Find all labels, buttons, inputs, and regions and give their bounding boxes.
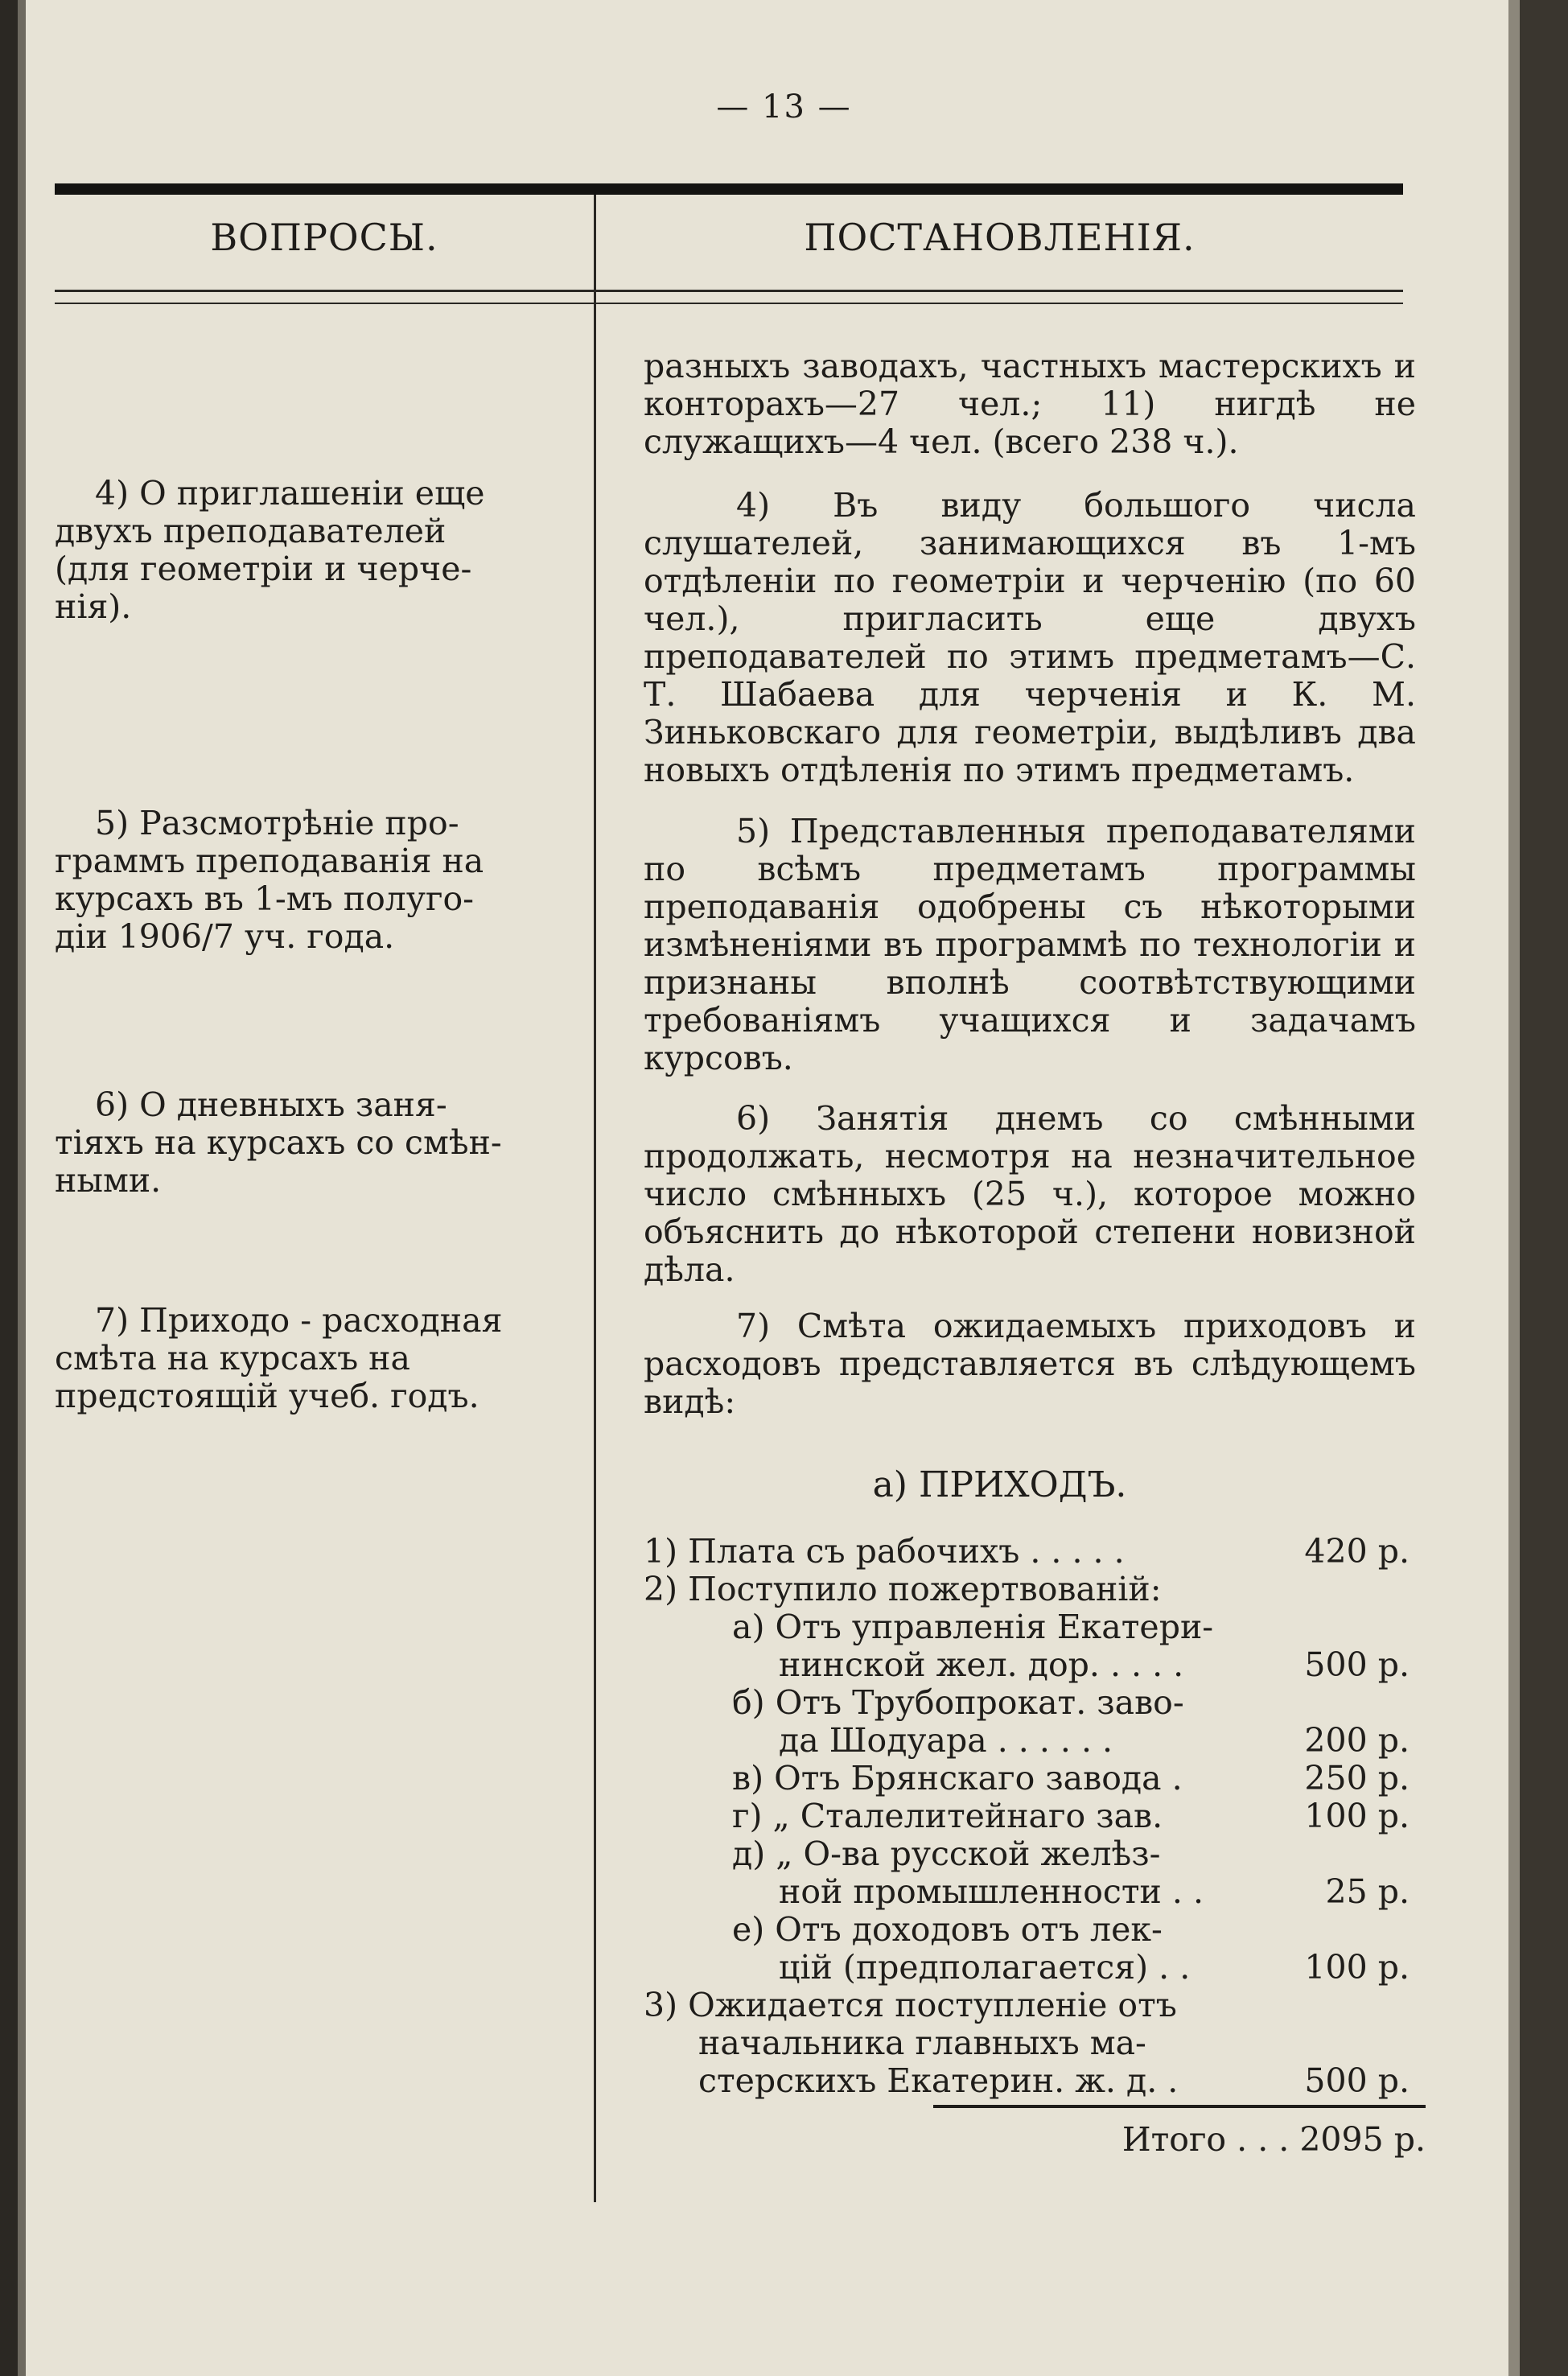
question-line: діи 1906/7 уч. года. (55, 917, 395, 956)
income-row (644, 2024, 1424, 2062)
income-row-label: а) Отъ управленія Екатери- (732, 1608, 1214, 1646)
resolution-item-4 (644, 487, 1416, 789)
income-row (644, 1987, 1424, 2024)
header-bottom-rule (55, 290, 1403, 292)
question-line: 4) О приглашеніи еще (95, 474, 485, 513)
right-column-header: ПОСТАНОВЛЕНІЯ. (804, 216, 1196, 259)
question-line: ными. (55, 1161, 162, 1200)
income-row (644, 1533, 1424, 1571)
resolution-item-6 (644, 1100, 1416, 1289)
income-row (644, 1646, 1424, 1684)
income-row (644, 1873, 1424, 1911)
resolution-paragraph: 7) Смѣта ожидаемыхъ приходовъ и расходовъ представляется въ слѣдующемъ видѣ: (644, 1307, 1416, 1421)
page-edge-shadow-left-inner (18, 0, 26, 2376)
income-row (644, 1797, 1424, 1835)
page-edge-shadow-right (1520, 0, 1568, 2376)
column-divider (594, 195, 596, 2202)
income-row (644, 1835, 1424, 1873)
income-row (644, 1684, 1424, 1722)
income-row-amount: 500 р. (1304, 1645, 1410, 1684)
question-line: смѣта на курсахъ на (55, 1339, 410, 1377)
income-row-amount: 200 р. (1304, 1721, 1410, 1760)
income-row (644, 1608, 1424, 1646)
page-edge-shadow-left (0, 0, 18, 2376)
income-row (644, 1722, 1424, 1760)
income-row-amount: 250 р. (1304, 1759, 1410, 1797)
income-row-label: 3) Ожидается поступленіе отъ (644, 1986, 1177, 2024)
header-top-rule (55, 183, 1403, 195)
income-table (644, 1533, 1424, 2100)
income-row-label: да Шодуара . . . . . . (779, 1721, 1113, 1760)
question-line: (для геометріи и черче- (55, 550, 472, 588)
income-row-amount: 100 р. (1304, 1948, 1410, 1987)
question-line: 5) Разсмотрѣніе про- (95, 804, 459, 842)
income-row-amount: 500 р. (1304, 2061, 1410, 2100)
question-line: курсахъ въ 1-мъ полуго- (55, 879, 474, 918)
income-row (644, 1949, 1424, 1987)
income-row-label: начальника главныхъ ма- (698, 2024, 1146, 2062)
question-item-6 (55, 1086, 545, 1200)
income-row-label: нинской жел. дор. . . . . (779, 1645, 1184, 1684)
question-line: двухъ преподавателей (55, 512, 447, 550)
resolution-paragraph: разныхъ заводахъ, частныхъ мастерскихъ и конторахъ—27 чел.; 11) нигдѣ не служащихъ—4 чел. (всего 238 ч.). (644, 347, 1416, 461)
income-total: Итого . . . 2095 р. (1121, 2120, 1426, 2159)
income-row (644, 1911, 1424, 1949)
resolution-continuation (644, 348, 1416, 461)
resolution-item-5 (644, 813, 1416, 1077)
question-line: граммъ преподаванія на (55, 842, 484, 880)
page-edge-shadow-right-inner (1508, 0, 1520, 2376)
total-rule (933, 2105, 1426, 2108)
income-row-label: стерскихъ Екатерин. ж. д. . (698, 2061, 1179, 2100)
income-row-label: ной промышленности . . (779, 1872, 1204, 1911)
income-row (644, 2062, 1424, 2100)
income-row-amount: 420 р. (1304, 1532, 1410, 1571)
income-row-label: д) „ О-ва русской желѣз- (732, 1835, 1161, 1873)
question-line: 6) О дневныхъ заня- (95, 1085, 447, 1124)
resolution-paragraph: 6) Занятія днемъ со смѣнными продолжать, несмотря на незначительное число смѣнныхъ (25 ч.), которое можно объяснить до нѣкоторой степени новизной дѣла. (644, 1099, 1416, 1289)
left-column-header: ВОПРОСЫ. (210, 216, 438, 259)
question-line: 7) Приходо - расходная (95, 1301, 503, 1340)
question-line: тіяхъ на курсахъ со смѣн- (55, 1123, 502, 1162)
question-item-4 (55, 475, 545, 626)
income-row-label: е) Отъ доходовъ отъ лек- (732, 1910, 1163, 1949)
header-bottom-rule-second (55, 303, 1403, 304)
income-row-label: б) Отъ Трубопрокат. заво- (732, 1683, 1184, 1722)
income-row-label: 2) Поступило пожертвованій: (644, 1570, 1162, 1608)
income-row-amount: 25 р. (1325, 1872, 1410, 1911)
question-item-7 (55, 1302, 545, 1415)
income-row (644, 1571, 1424, 1608)
resolution-paragraph: 4) Въ виду большого числа слушателей, занимающихся въ 1-мъ отдѣленіи по геометріи и черченію (по 60 чел.), пригласить еще двухъ преподавателей по этимъ предметамъ—С. Т. Шабаева для черченія и К. М. Зиньковскаго для геометріи, выдѣливъ два новыхъ отдѣленія по этимъ предметамъ. (644, 486, 1416, 789)
income-row-label: цій (предполагается) . . (779, 1948, 1191, 1987)
income-row-label: г) „ Сталелитейнаго зав. (732, 1797, 1163, 1835)
income-row-label: в) Отъ Брянскаго завода . (732, 1759, 1183, 1797)
income-row (644, 1760, 1424, 1797)
income-heading: а) ПРИХОДЪ. (872, 1464, 1127, 1505)
income-row-label: 1) Плата съ рабочихъ . . . . . (644, 1532, 1125, 1571)
income-row-amount: 100 р. (1304, 1797, 1410, 1835)
question-line: нія). (55, 587, 132, 626)
resolution-paragraph: 5) Представленныя преподавателями по всѣмъ предметамъ программы преподаванія одобрены съ нѣкоторыми измѣненіями въ программѣ по технологіи и признаны вполнѣ соотвѣтствующими требованіямъ учащихся и задачамъ курсовъ. (644, 812, 1416, 1077)
question-item-5 (55, 805, 545, 956)
resolution-item-7 (644, 1307, 1416, 1421)
question-line: предстоящій учеб. годъ. (55, 1377, 479, 1415)
page-number: — 13 — (716, 89, 852, 126)
